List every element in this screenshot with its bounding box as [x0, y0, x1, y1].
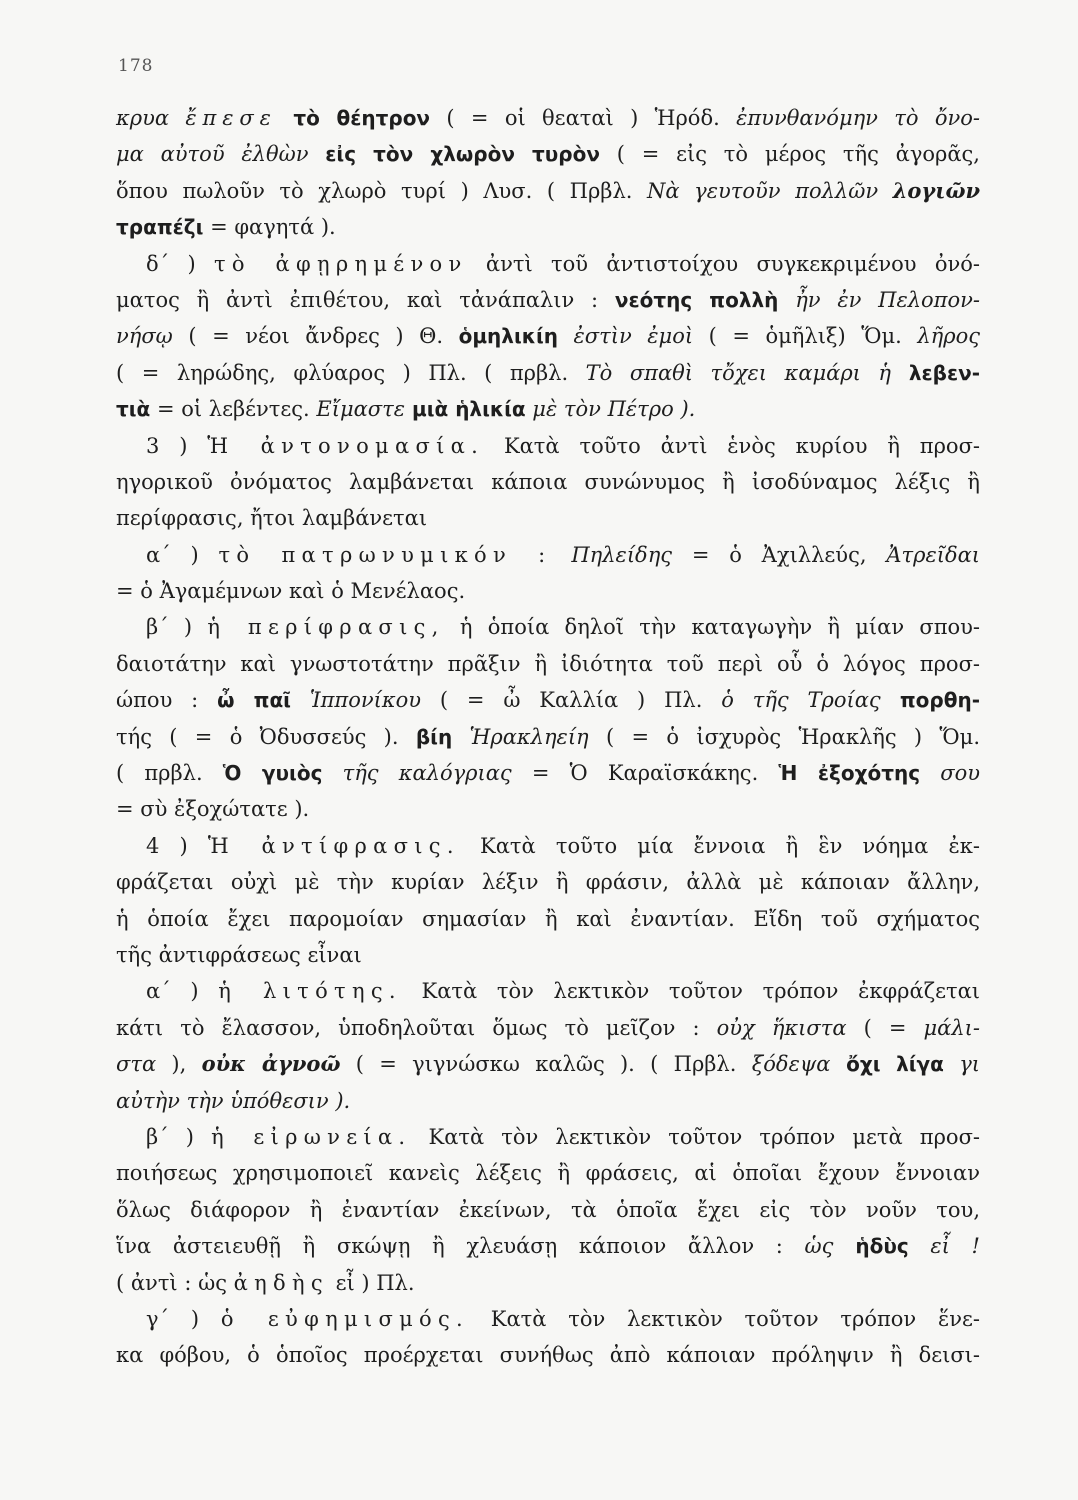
text-line [116, 901, 980, 937]
plain-text: α´ ) [146, 542, 219, 567]
plain-text: ἡ ὁποία ἔχει παρομοίαν σημασίαν ἢ καὶ ἐναντίαν. Εἴδη τοῦ σχήματος [116, 906, 980, 931]
plain-text: ( πρβλ. [116, 761, 223, 786]
plain-text: = ὁ Ἀγαμέμνων καὶ ὁ Μενέλαος. [116, 579, 466, 604]
italic-text: Ἡρακληείη [452, 724, 589, 749]
spaced-italic-term: ἔπεσε [185, 106, 277, 130]
text-line [116, 755, 980, 791]
bold-term: λεβεν- [891, 360, 981, 385]
plain-text: = οἱ λεβέντες. [150, 397, 317, 422]
bold-term: ὄχι λίγα [830, 1052, 944, 1077]
text-line [116, 318, 980, 354]
text-line [116, 1301, 980, 1337]
plain-text: = φαγητά ). [203, 215, 336, 240]
plain-text: περίφρασις, ἤτοι λαμβάνεται [116, 506, 428, 531]
text-line [116, 1265, 980, 1301]
text-line [116, 791, 980, 827]
plain-text: ( = [846, 1015, 924, 1040]
page-text [116, 100, 980, 1374]
text-line [116, 100, 980, 136]
plain-text: α´ ) [146, 979, 219, 1004]
text-line [116, 464, 980, 500]
spaced-term: Ἡ ἀντίφρασις. [207, 833, 460, 858]
plain-text: Κατὰ τὸν λεκτικὸν τοῦτον τρόπον ἐκφράζεται [401, 979, 980, 1004]
spaced-term: ἀηδὴς [233, 1270, 329, 1295]
italic-text: τῆς καλόγριας [322, 761, 512, 786]
bold-term: τὸ θέητρον [276, 106, 431, 130]
plain-text: = σὺ ἐξοχώτατε ). [116, 797, 310, 822]
text-line [116, 937, 980, 973]
text-line [116, 1155, 980, 1191]
italic-text: ξόδεψα [751, 1052, 831, 1077]
text-line [116, 355, 980, 391]
italic-text: αὐτὴν τὴν ὑπόθεσιν ). [116, 1088, 351, 1113]
italic-text: Ἱππονίκου [290, 688, 422, 713]
italic-text: νήσῳ [116, 324, 173, 349]
plain-text: β´ ) [146, 615, 208, 640]
bold-italic-term: οὐκ ἀγνοῶ [201, 1051, 341, 1077]
italic-text: μα αὐτοῦ ἐλθὼν [116, 142, 326, 167]
text-line [116, 1228, 980, 1264]
plain-text: ποιήσεως χρησιμοποιεῖ κανεὶς λέξεις ἢ φράσεις, αἱ ὁποῖαι ἔχουν ἔννοιαν [116, 1161, 980, 1186]
plain-text: = Ὁ Καραϊσκάκης. [511, 761, 779, 786]
plain-text: Κατὰ τοῦτο μία ἔννοια ἢ ἓν νόημα ἐκ- [459, 833, 980, 858]
text-line [116, 1192, 980, 1228]
text-line [116, 1046, 980, 1082]
text-line [116, 573, 980, 609]
plain-text: ὅλως διάφορον ἢ ἐναντίαν ἐκείνων, τὰ ὁποῖα ἔχει εἰς τὸν νοῦν του, [116, 1197, 980, 1222]
plain-text: γ´ ) [146, 1306, 221, 1331]
italic-text: Νὰ γευτοῦν πολλῶν [647, 178, 893, 203]
bold-term: ὁμηλικίη [458, 324, 558, 349]
text-line [116, 1119, 980, 1155]
plain-text: κάτι τὸ ἔλασσον, ὑποδηλοῦται ὅμως τὸ μεῖζον : [116, 1015, 717, 1040]
plain-text: ( = νέοι ἄνδρες ) Θ. [172, 324, 459, 349]
plain-text: ( = γιγνώσκω καλῶς ). ( Πρβλ. [340, 1052, 752, 1077]
bold-term: βίη [415, 724, 453, 749]
italic-text: ἦν ἐν Πελοπον- [778, 287, 980, 312]
plain-text: ( ἀντὶ : ὡς [116, 1270, 234, 1295]
text-line [116, 973, 980, 1009]
plain-text: ἵνα ἀστειευθῇ ἢ σκώψῃ ἢ χλευάσῃ κάποιον ἄλλον : [116, 1234, 805, 1259]
italic-text: Ἀτρεῖδαι [886, 542, 981, 567]
italic-text: μὲ τὸν Πέτρο ). [525, 397, 696, 422]
text-line [116, 282, 980, 318]
text-line [116, 1083, 980, 1119]
plain-text: = ὁ Ἀχιλλεύς, [672, 542, 887, 567]
text-line [116, 391, 980, 427]
plain-text: ηγορικοῦ ὀνόματος λαμβάνεται κάποια συνώνυμος ἢ ἰσοδύναμος λέξις ἢ [116, 469, 980, 494]
bold-term: ἡδὺς [833, 1234, 909, 1259]
plain-text: ( = ὁ ἰσχυρὸς Ἡρακλῆς ) Ὅμ. [588, 724, 980, 749]
plain-text: ματος ἢ ἀντὶ ἐπιθέτου, καὶ τἀνάπαλιν : [116, 287, 615, 312]
text-line [116, 246, 980, 282]
spaced-term: τὸ ἀφῃρημένον [213, 251, 468, 276]
text-line [116, 173, 980, 209]
plain-text: ώπου : [116, 688, 218, 713]
italic-text: λῆρος [917, 324, 980, 349]
bold-term: Ὁ γυιὸς [222, 761, 323, 786]
spaced-term: ἡ περίφρασις, [207, 615, 445, 640]
plain-text: ἀντὶ τοῦ ἀντιστοίχου συγκεκριμένου ὀνό- [467, 251, 980, 276]
plain-text: κα φόβου, ὁ ὁποῖος προέρχεται συνήθως ἀπὸ κάποιαν πρόληψιν ἢ δεισι- [116, 1343, 980, 1368]
italic-text: γι [943, 1052, 980, 1077]
bold-italic-term: λογιῶν [892, 177, 981, 203]
italic-text: μάλι- [923, 1015, 980, 1040]
spaced-term: Ἡ ἀντονομασία. [207, 433, 485, 458]
italic-text: στα [116, 1052, 157, 1077]
bold-term: εἰς τὸν χλωρὸν τυρὸν [325, 142, 600, 167]
bold-term: τραπέζι [116, 215, 204, 240]
bold-term: ὦ παῖ [217, 688, 291, 713]
plain-text: Κατὰ τὸν λεκτικὸν τοῦτον τρόπον ἕνε- [469, 1306, 980, 1331]
plain-text: τῆς ἀντιφράσεως εἶναι [116, 942, 362, 967]
plain-text: ( = οἱ θεαταὶ ) Ἡρόδ. [430, 106, 737, 130]
bold-term: πορθη- [880, 688, 980, 713]
spaced-term: τὸ πατρωνυμικόν : [218, 542, 552, 567]
bold-term: Ἡ ἐξοχότης [778, 761, 921, 786]
plain-text: Κατὰ τὸν λεκτικὸν τοῦτον τρόπον μετὰ προσ- [411, 1124, 980, 1149]
text-line [116, 682, 980, 718]
italic-text: ὁ τῆς Τροίας [721, 688, 881, 713]
text-line [116, 428, 980, 464]
spaced-term: ἡ λιτότης. [218, 979, 402, 1004]
italic-text: οὐχ ἥκιστα [716, 1015, 847, 1040]
spaced-term: ὁ εὐφημισμός. [220, 1306, 470, 1331]
plain-text: Κατὰ τοῦτο ἀντὶ ἑνὸς κυρίου ἢ προσ- [484, 433, 981, 458]
bold-term: τιὰ [116, 397, 151, 422]
plain-text: ( = ληρώδης, φλύαρος ) Πλ. ( πρβλ. [116, 360, 586, 385]
plain-text: ( = εἰς τὸ μέρος τῆς ἀγορᾶς, [599, 142, 980, 167]
text-line [116, 136, 980, 172]
text-line [116, 609, 980, 645]
text-line [116, 500, 980, 536]
italic-text: εἶ ! [908, 1234, 980, 1259]
plain-text: δαιοτάτην καὶ γνωστοτάτην πρᾶξιν ἢ ἰδιότητα τοῦ περὶ οὗ ὁ λόγος προσ- [116, 651, 980, 676]
bold-term: νεότης πολλὴ [614, 287, 779, 312]
italic-text: κρυα [116, 106, 186, 130]
plain-text: ὅπου πωλοῦν τὸ χλωρὸ τυρί ) Λυσ. ( Πρβλ. [116, 178, 648, 203]
text-line [116, 646, 980, 682]
text-line [116, 1010, 980, 1046]
bold-term: μιὰ ἡλικία [405, 397, 526, 422]
italic-text: Εἴμαστε [316, 397, 406, 422]
plain-text: εἶ ) Πλ. [328, 1270, 415, 1295]
italic-text: ἐστὶν ἐμοὶ [557, 324, 694, 349]
plain-text: ), [156, 1052, 202, 1077]
plain-text: β´ ) [146, 1124, 212, 1149]
text-line [116, 719, 980, 755]
page-number: 178 [118, 56, 154, 76]
plain-text: ἡ ὁποία δηλοῖ τὴν καταγωγὴν ἢ μίαν σπου- [444, 615, 981, 640]
italic-text: ὡς [804, 1234, 834, 1259]
text-line [116, 1337, 980, 1373]
plain-text: δ´ ) [146, 251, 214, 276]
italic-text: σου [920, 761, 980, 786]
text-line [116, 537, 980, 573]
plain-text: τής ( = ὁ Ὀδυσσεύς ). [116, 724, 416, 749]
plain-text: ( = ὁμῆλιξ) Ὅμ. [693, 324, 918, 349]
text-line [116, 828, 980, 864]
plain-text: 3 ) [146, 433, 208, 458]
spaced-term: ἡ εἰρωνεία. [211, 1124, 412, 1149]
italic-text: Τὸ σπαθὶ τὄχει καμάρι ἡ [585, 360, 892, 385]
plain-text: ( = ὦ Καλλία ) Πλ. [421, 688, 722, 713]
italic-text: ἐπυνθανόμην τὸ ὄνο- [736, 106, 981, 130]
text-line [116, 209, 980, 245]
text-line [116, 864, 980, 900]
plain-text: 4 ) [146, 833, 208, 858]
italic-text: Πηλείδης [551, 542, 673, 567]
plain-text: φράζεται οὐχὶ μὲ τὴν κυρίαν λέξιν ἢ φράσιν, ἀλλὰ μὲ κάποιαν ἄλλην, [116, 870, 980, 895]
